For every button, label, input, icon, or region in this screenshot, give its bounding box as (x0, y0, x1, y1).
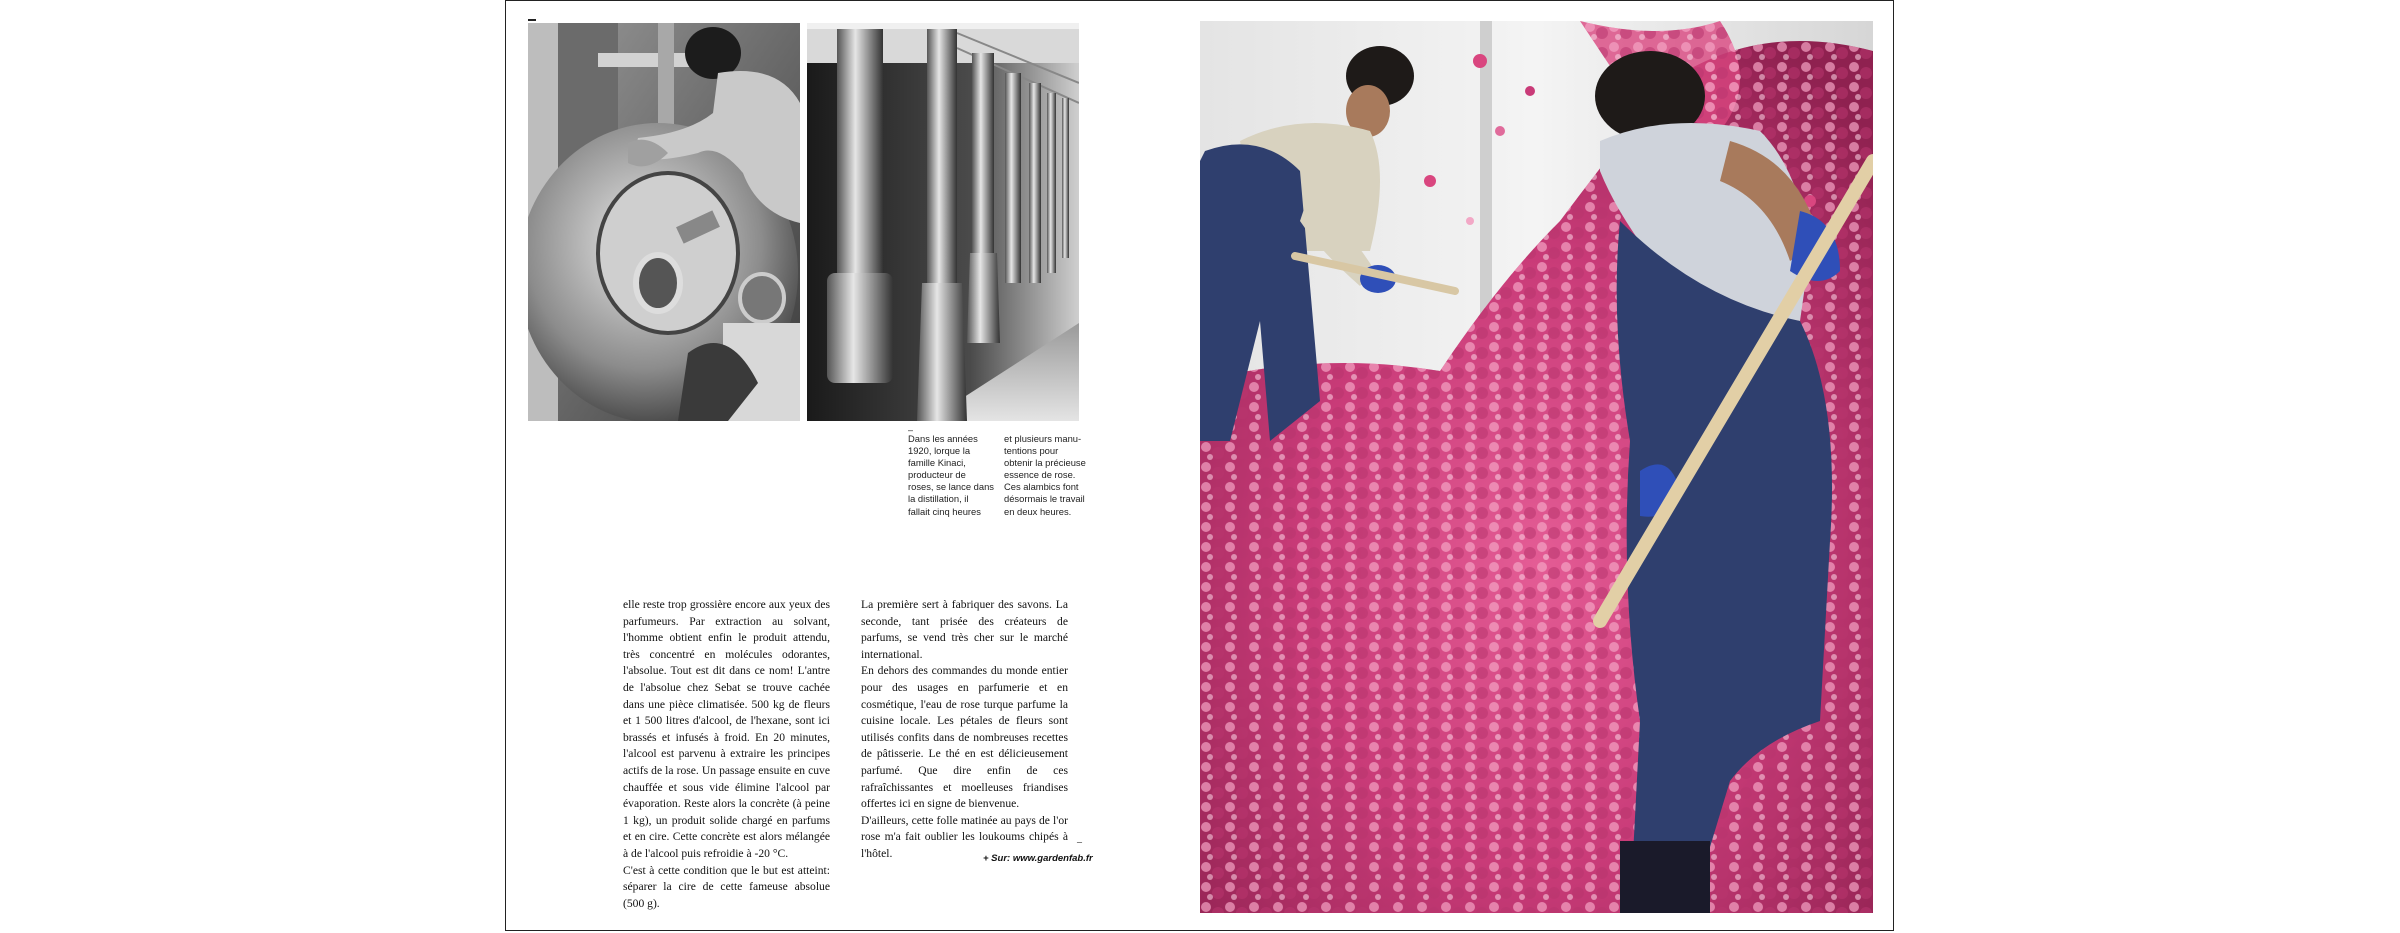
article-column-1 (623, 597, 830, 912)
rose-petals-workers-photo (1200, 21, 1873, 913)
article-paragraph: La première sert à fabriquer des savons. La seconde, tant prisée des créateurs de parfums, se vend très cher sur le marché international. (861, 598, 1068, 661)
photo-caption-col2: et plusieurs manu- tentions pour obtenir la précieuse essence de rose. Ces alambics font désormais le travail en deux heures. (1004, 433, 1086, 517)
distillation-worker-photo (528, 23, 800, 421)
article-paragraph: En dehors des commandes du monde entier pour des usages en parfumerie et en cosmétique, l'eau de rose turque parfume la cuisine locale. Les pétales de fleurs sont utilisés confits dans de nombreuses recettes de pâtisserie. Le thé en est délicieusement parfumé. Que dire enfin de ces rafraîchissantes et moelleuses friandises offertes ici en signe de bienvenue. (861, 664, 1068, 811)
article-paragraph: elle reste trop grossière encore aux yeux des parfumeurs. Par extraction au solvant, l'homme obtient enfin le produit attendu, très concentré en molécules odorantes, l'absolue. Tout est dit dans ce nom! L'antre de l'absolue chez Sebat se trouve cachée dans une pièce climatisée. 500 kg de fleurs et 1 500 litres d'alcool, de l'hexane, sont ici brassés et infusés à froid. En 20 minutes, l'alcool est parvenu à extraire les principes actifs de la rose. Un passage ensuite en cuve chauffée et sous vide élimine l'alcool par évaporation. Reste alors la concrète (à peine 1 kg), un produit solide chargé en parfums et en cire. Cette concrète est alors mélangée à de l'alcool puis refroidie à -20 °C. (623, 598, 830, 860)
left-page (506, 1, 1200, 932)
alembics-row-photo (807, 23, 1079, 421)
source-link[interactable]: + Sur: www.gardenfab.fr (983, 853, 1093, 864)
article-column-2 (861, 597, 1068, 863)
magazine-spread (505, 0, 1894, 931)
corner-mark (528, 19, 536, 21)
photo-caption-col1: Dans les années 1920, lorque la famille Kinaci, producteur de roses, se lance dans la distillation, il fallait cinq heures (908, 433, 994, 517)
right-page (1200, 1, 1894, 932)
article-paragraph: D'ailleurs, cette folle matinée au pays de l'or rose m'a fait oublier les loukoums chipés à l'hôtel. (861, 813, 1068, 860)
caption-dash: – (908, 425, 914, 435)
article-paragraph: C'est à cette condition que le but est atteint: séparer la cire de cette fameuse absolue (500 g). (623, 863, 830, 910)
source-dash: – (1077, 837, 1082, 848)
